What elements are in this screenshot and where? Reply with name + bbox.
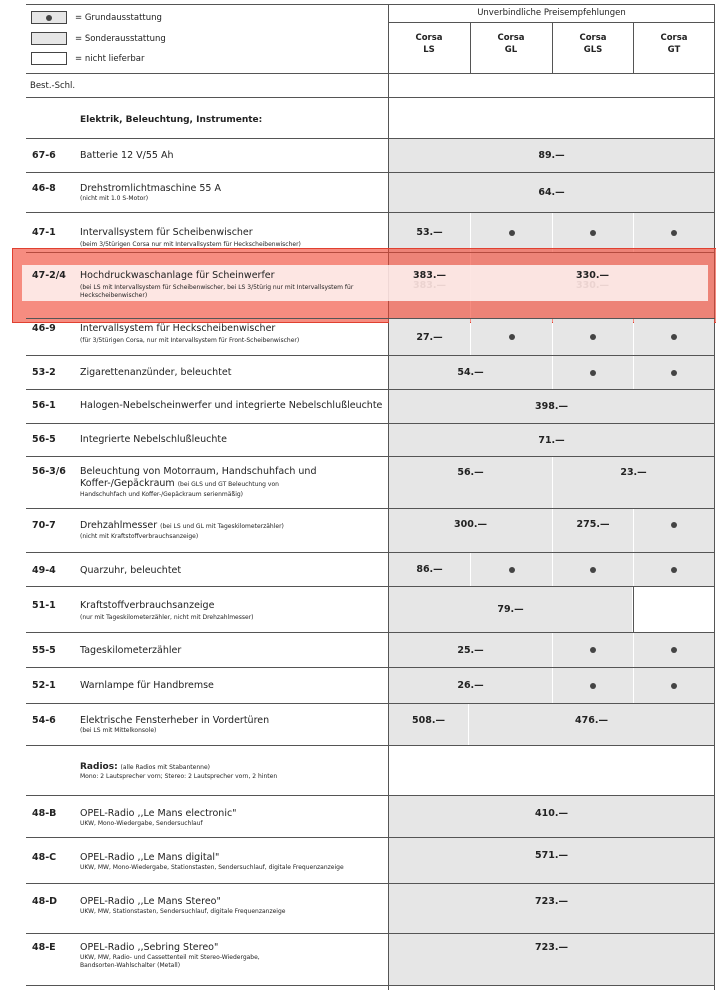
col-head-gl-l2: GL xyxy=(504,45,518,55)
row-code: 56-5 xyxy=(32,434,56,445)
row-title: Halogen-Nebelscheinwerfer und integrierte Nebelschlußleuchte xyxy=(80,400,383,411)
radios-note1: (alle Radios mit Stabantenne) xyxy=(120,764,210,771)
row-note: (nur mit Tageskilometerzähler, nicht mit Drehzahlmesser) xyxy=(80,614,254,621)
standard-dot-icon xyxy=(671,334,677,340)
standard-dot-icon xyxy=(590,647,596,653)
radios-title: Radios: xyxy=(80,762,118,772)
row-title xyxy=(80,270,360,300)
col-head-gl-l1: Corsa xyxy=(497,33,525,43)
row-title xyxy=(80,600,254,622)
row-title xyxy=(80,808,237,828)
row-note: Handschuhfach und Koffer-/Gepäckraum serienmäßig) xyxy=(80,491,244,498)
standard-dot-icon xyxy=(46,15,52,21)
rule-header xyxy=(26,73,715,74)
radios-heading xyxy=(80,762,277,781)
row-title xyxy=(80,227,301,249)
price-cell xyxy=(389,213,470,252)
row-note: UKW, Mono-Wiedergabe, Sendersuchlauf xyxy=(80,820,203,827)
price-value: 53.— xyxy=(416,227,443,238)
price-cell xyxy=(389,796,714,837)
standard-dot-icon xyxy=(671,522,677,528)
row-title xyxy=(80,323,299,345)
standard-cell xyxy=(553,319,633,355)
row-title-text: OPEL-Radio ,,Sebring Stereo" xyxy=(80,942,219,953)
price-value: 86.— xyxy=(416,564,443,575)
rule-right xyxy=(714,4,715,990)
standard-cell xyxy=(553,633,633,667)
standard-cell xyxy=(634,668,714,703)
standard-dot-icon xyxy=(590,334,596,340)
price-cell xyxy=(389,668,552,703)
row-title-text: OPEL-Radio ,,Le Mans digital" xyxy=(80,852,220,863)
row-title-text: Drehzahlmesser xyxy=(80,520,158,531)
row-note: UKW, MW, Stationstasten, Sendersuchlauf, digitale Frequenzanzeige xyxy=(80,908,286,915)
col-head-gt-l2: GT xyxy=(667,45,681,55)
standard-dot-icon xyxy=(590,567,596,573)
row-title-text: Intervallsystem für Heckscheibenwischer xyxy=(80,323,276,334)
col-head-gls-l1: Corsa xyxy=(579,33,607,43)
row-title: Batterie 12 V/55 Ah xyxy=(80,150,174,161)
prices-title: Unverbindliche Preisempfehlungen xyxy=(477,8,626,18)
standard-cell xyxy=(634,319,714,355)
standard-cell xyxy=(471,213,552,252)
standard-dot-icon xyxy=(590,370,596,376)
price-value: 723.— xyxy=(535,942,568,953)
price-cell xyxy=(389,704,468,745)
col-head-gt-l1: Corsa xyxy=(660,33,688,43)
standard-cell xyxy=(634,356,714,389)
section-electrics: Elektrik, Beleuchtung, Instrumente: xyxy=(80,115,263,125)
col-head-gl xyxy=(471,32,551,56)
standard-dot-icon xyxy=(671,567,677,573)
price-value: 79.— xyxy=(497,604,524,615)
col-head-ls-l1: Corsa xyxy=(415,33,443,43)
price-value: 71.— xyxy=(538,434,565,446)
price-cell xyxy=(389,424,714,456)
price-cell xyxy=(389,356,552,389)
col-head-gls-l2: GLS xyxy=(583,45,603,55)
row-title-text-2: Koffer-/Gepäckraum xyxy=(80,478,175,489)
price-cell xyxy=(389,553,470,586)
price-cell xyxy=(389,587,632,632)
row-note: UKW, MW, Mono-Wiedergabe, Stationstasten, Sendersuchlauf, digitale Frequenzanzeige xyxy=(80,864,344,871)
row-code: 52-1 xyxy=(32,680,56,691)
price-value: 89.— xyxy=(538,150,565,161)
row-title xyxy=(80,942,260,970)
price-cell xyxy=(553,457,714,508)
legend-box-unavailable xyxy=(31,52,67,65)
price-cell xyxy=(389,884,714,933)
legend-box-standard xyxy=(31,11,67,24)
highlight-price-ls: 383.— xyxy=(413,270,446,281)
price-value: 300.— xyxy=(454,519,487,530)
row-code: 51-1 xyxy=(32,600,56,611)
col-head-gt xyxy=(634,32,714,56)
row-code: 56-3/6 xyxy=(32,466,66,477)
standard-cell xyxy=(553,553,633,586)
standard-cell xyxy=(471,553,552,586)
price-value: 723.— xyxy=(535,896,568,907)
price-cell xyxy=(389,633,552,667)
highlight-price-others: 330.— xyxy=(576,270,609,281)
row-code: 56-1 xyxy=(32,400,56,411)
standard-dot-icon xyxy=(671,370,677,376)
standard-dot-icon xyxy=(509,567,515,573)
standard-cell xyxy=(553,668,633,703)
radios-note2: Mono: 2 Lautsprecher vorn; Stereo: 2 Lautsprecher vorn, 2 hinten xyxy=(80,773,278,780)
row-code: 67-6 xyxy=(32,150,56,161)
row-title: Zigarettenanzünder, beleuchtet xyxy=(80,367,232,378)
price-cell xyxy=(389,457,552,508)
row-note: (für 3/5türigen Corsa, nur mit Intervallsystem für Front-Scheibenwischer) xyxy=(80,337,300,344)
row-code: 48-C xyxy=(32,852,57,863)
price-value: 23.— xyxy=(620,467,647,478)
row-title-text: Hochdruckwaschanlage für Scheinwerfer xyxy=(80,270,275,281)
row-note: (nicht mit Kraftstoffverbrauchsanzeige) xyxy=(80,533,199,540)
price-cell xyxy=(389,139,714,172)
standard-cell xyxy=(471,319,552,355)
col-head-gls xyxy=(553,32,633,56)
row-code: 46-9 xyxy=(32,323,56,334)
price-cell xyxy=(553,509,633,552)
row-title-note: (bei LS und GL mit Tageskilometerzähler) xyxy=(160,523,284,530)
standard-cell xyxy=(634,213,714,252)
row-title-note: (bei GLS und GT Beleuchtung von xyxy=(177,481,279,488)
row-title xyxy=(80,852,344,872)
row-note: UKW, MW, Radio- und Cassettenteil mit Stereo-Wiedergabe, xyxy=(80,954,260,961)
row-code: 48-E xyxy=(32,942,56,953)
price-cell xyxy=(389,509,552,552)
standard-dot-icon xyxy=(509,230,515,236)
legend-label-unavailable: = nicht lieferbar xyxy=(75,54,145,64)
standard-cell xyxy=(553,356,633,389)
standard-dot-icon xyxy=(671,683,677,689)
row-code: 49-4 xyxy=(32,565,56,576)
price-cell xyxy=(389,390,714,423)
standard-dot-icon xyxy=(590,230,596,236)
standard-cell xyxy=(634,509,714,552)
row-title-text: OPEL-Radio ,,Le Mans electronic" xyxy=(80,808,237,819)
row-rule xyxy=(26,985,715,986)
row-title xyxy=(80,520,284,541)
row-code: 48-B xyxy=(32,808,57,819)
rule-top xyxy=(26,4,715,5)
row-note: (bei LS mit Mittelkonsole) xyxy=(80,727,157,734)
order-key-label: Best.-Schl. xyxy=(30,81,76,91)
price-value: 410.— xyxy=(535,808,568,819)
price-cell xyxy=(469,704,714,745)
unavailable-cell xyxy=(633,587,714,632)
price-value: 64.— xyxy=(538,187,565,198)
row-note: (beim 3/5türigen Corsa nur mit Intervallsystem für Heckscheibenwischer) xyxy=(80,241,301,248)
standard-dot-icon xyxy=(671,647,677,653)
row-code: 47-1 xyxy=(32,227,56,238)
legend-box-optional xyxy=(31,32,67,45)
price-value: 25.— xyxy=(457,644,484,656)
row-code: 53-2 xyxy=(32,367,56,378)
row-code: 54-6 xyxy=(32,715,56,726)
price-value: 398.— xyxy=(535,401,568,412)
price-cell xyxy=(389,173,714,212)
price-cell xyxy=(389,934,714,985)
price-value: 54.— xyxy=(457,367,484,378)
price-value: 56.— xyxy=(457,467,484,478)
row-title xyxy=(80,715,269,735)
legend-label-optional: = Sonderausstattung xyxy=(75,34,166,44)
row-title-text: Beleuchtung von Motorraum, Handschuhfach und xyxy=(80,466,317,477)
row-title: Warnlampe für Handbremse xyxy=(80,680,214,691)
price-value: 26.— xyxy=(457,680,484,691)
row-code: 70-7 xyxy=(32,520,56,531)
row-title xyxy=(80,183,221,203)
price-value: 571.— xyxy=(535,850,568,861)
row-title-text: Kraftstoffverbrauchsanzeige xyxy=(80,600,215,611)
row-title-text: OPEL-Radio ,,Le Mans Stereo" xyxy=(80,896,221,907)
row-note: (nicht mit 1.0 S-Motor) xyxy=(80,195,149,202)
row-title: Quarzuhr, beleuchtet xyxy=(80,565,182,576)
standard-dot-icon xyxy=(509,334,515,340)
row-title xyxy=(80,896,285,916)
legend-label-standard: = Grundausstattung xyxy=(75,13,162,23)
row-code: 55-5 xyxy=(32,645,56,656)
standard-cell xyxy=(634,553,714,586)
rule-order-key xyxy=(26,97,715,98)
row-title: Integrierte Nebelschlußleuchte xyxy=(80,434,227,445)
row-title-text: Elektrische Fensterheber in Vordertüren xyxy=(80,715,270,726)
row-rule xyxy=(26,745,715,746)
standard-dot-icon xyxy=(590,683,596,689)
row-title: Tageskilometerzähler xyxy=(80,645,182,656)
price-cell xyxy=(389,319,470,355)
price-value: 27.— xyxy=(416,331,443,343)
price-cell xyxy=(389,838,714,883)
row-title-text: Drehstromlichtmaschine 55 A xyxy=(80,183,221,194)
col-head-ls-l2: LS xyxy=(423,45,435,55)
col-head-ls xyxy=(389,32,469,56)
standard-cell xyxy=(553,213,633,252)
row-title xyxy=(80,466,380,499)
price-value: 476.— xyxy=(575,715,608,726)
price-value: 508.— xyxy=(412,715,445,726)
row-code: 46-8 xyxy=(32,183,56,194)
standard-cell xyxy=(634,633,714,667)
standard-dot-icon xyxy=(671,230,677,236)
row-code: 48-D xyxy=(32,896,58,907)
price-value: 275.— xyxy=(576,519,610,530)
row-note: (bei LS mit Intervallsystem für Scheibenwischer, bei LS 3/5türig nur mit Intervallsystem für Heckscheibenwischer) xyxy=(80,284,354,299)
row-code: 47-2/4 xyxy=(32,270,66,281)
row-title-text: Intervallsystem für Scheibenwischer xyxy=(80,227,253,238)
row-note-2: Bandsorten-Wahlschalter (Metall) xyxy=(80,962,181,969)
